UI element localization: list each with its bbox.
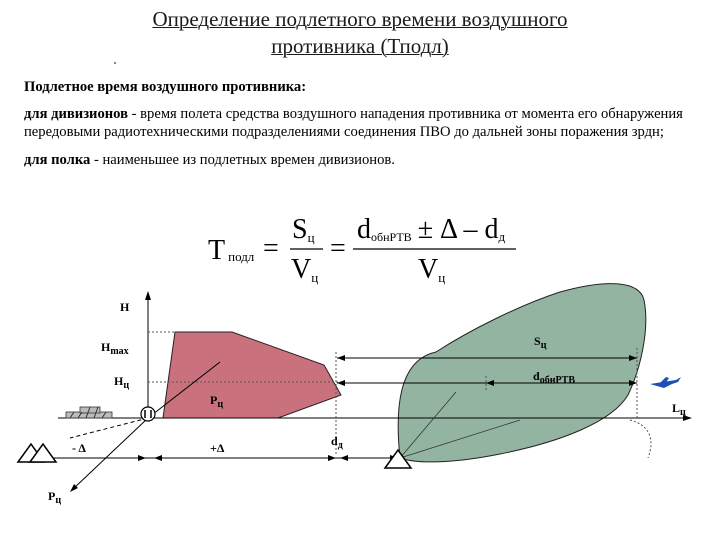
label-dobn: $d_{обнРТВ}$	[533, 369, 576, 386]
formula-frac2-numerator: dобнРТВ ± Δ – dд	[357, 214, 506, 245]
label-sc: $S_ц$	[534, 334, 547, 351]
label-axis-l: $L_ц$	[672, 401, 686, 418]
term-regiment: для полка	[24, 151, 91, 168]
label-dd: $d_д$	[331, 434, 343, 451]
label-hc: $H_ц$	[114, 374, 130, 391]
sc-arrow-left	[337, 355, 345, 361]
label-pc-lower: $P_ц$	[48, 489, 62, 506]
ground-object-icon	[66, 407, 112, 418]
detection-zone	[398, 284, 646, 462]
formula	[208, 214, 516, 285]
pc-dashed-ray	[70, 418, 148, 438]
dobn-arrow-left	[337, 380, 345, 386]
formula-lhs: Tподл	[208, 235, 255, 266]
title-line-1: Определение подлетного времени воздушного	[152, 7, 568, 31]
launcher-icon	[141, 407, 155, 421]
delta-arrow-2	[154, 455, 162, 461]
title-line-2: противника (Тподл)	[271, 34, 449, 58]
definition-regiment-text: - наименьшее из подлетных времен дивизионов.	[90, 151, 395, 168]
h-axis-arrow	[145, 291, 151, 300]
label-axis-h: Н	[120, 300, 130, 314]
engagement-diagram	[18, 284, 692, 506]
kill-zone	[163, 332, 341, 418]
trajectory-arc	[630, 420, 651, 458]
dd-arrow-left	[328, 455, 336, 461]
section-heading: Подлетное время воздушного противника:	[24, 79, 307, 95]
delta-arrow-1	[138, 455, 146, 461]
label-pc-upper: $P_ц$	[210, 393, 224, 410]
formula-eq-2: =	[330, 233, 346, 264]
formula-frac1-numerator: Sц	[292, 214, 315, 245]
label-plus-delta: +Δ	[210, 441, 225, 455]
label-hmax: $H_{max}$	[101, 340, 129, 357]
radar-triangle-left-icon	[18, 444, 56, 462]
term-divisions: для дивизионов	[24, 105, 128, 122]
formula-frac1-denominator: Vц	[291, 254, 319, 285]
label-minus-delta: - Δ	[72, 441, 86, 455]
aircraft-icon	[650, 377, 681, 388]
definition-divisions-text: - время полета средства воздушного нападения противника от момента его обнаружения передовыми радиотехническими подразделениями соединения ПВО до дальней зоны поражения зрдн;	[24, 105, 683, 140]
formula-frac2-denominator: Vц	[418, 254, 446, 285]
dd-arrow-right	[340, 455, 348, 461]
formula-eq-1: =	[263, 233, 279, 264]
